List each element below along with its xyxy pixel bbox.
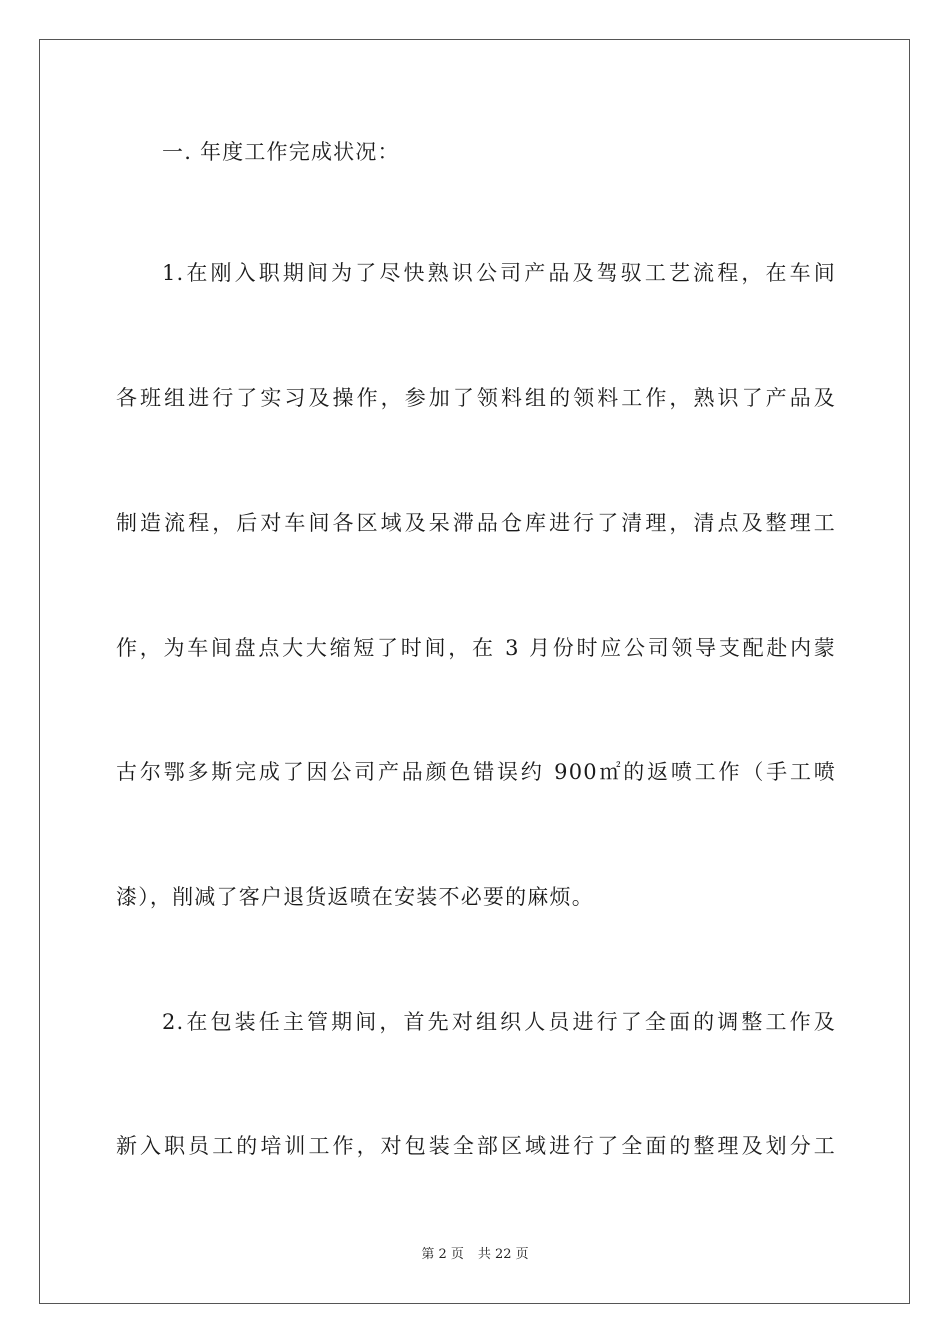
paragraph-1-line-5: 古尔鄂多斯完成了因公司产品颜色错误约 900㎡的返喷工作（手工喷 xyxy=(116,760,836,784)
paragraph-1-line-2: 各班组进行了实习及操作，参加了领料组的领料工作，熟识了产品及 xyxy=(116,386,836,410)
paragraph-1-line-1: 1.在刚入职期间为了尽快熟识公司产品及驾驭工艺流程，在车间 xyxy=(162,261,836,285)
paragraph-1-line-4: 作，为车间盘点大大缩短了时间，在 3 月份时应公司领导支配赴内蒙 xyxy=(116,636,836,660)
paragraph-2-line-1: 2.在包装任主管期间，首先对组织人员进行了全面的调整工作及 xyxy=(162,1010,836,1034)
section-heading: 一. 年度工作完成状况： xyxy=(162,140,400,164)
paragraph-1-line-6: 漆），削减了客户退货返喷在安装不必要的麻烦。 xyxy=(116,885,594,909)
page-number: 第 2 页 xyxy=(421,1247,464,1262)
page-border xyxy=(39,39,910,1304)
paragraph-2-line-2: 新入职员工的培训工作，对包装全部区域进行了全面的整理及划分工 xyxy=(116,1134,836,1158)
paragraph-1-line-3: 制造流程，后对车间各区域及呆滞品仓库进行了清理，清点及整理工 xyxy=(116,511,836,535)
page-total: 共 22 页 xyxy=(477,1247,529,1262)
page-footer xyxy=(0,1246,950,1264)
